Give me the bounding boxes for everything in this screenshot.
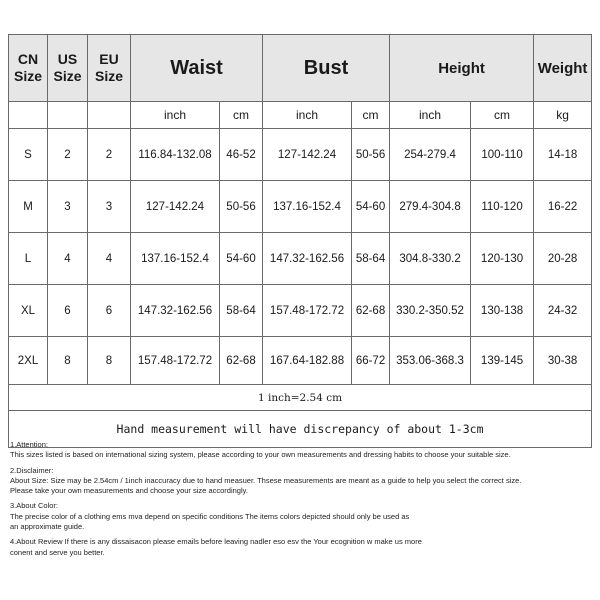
table-cell: 4 <box>88 233 131 285</box>
conversion-row <box>9 385 592 411</box>
table-row <box>9 181 592 233</box>
header-us-label: US <box>57 51 78 67</box>
table-cell: 100-110 <box>471 129 534 181</box>
header-weight: Weight <box>534 35 592 102</box>
note-review <box>10 537 595 558</box>
header-us-size <box>48 35 88 102</box>
table-cell: S <box>9 129 48 181</box>
table-cell: 6 <box>88 285 131 337</box>
table-cell: L <box>9 233 48 285</box>
table-cell: 66-72 <box>352 337 390 385</box>
table-cell: 330.2-350.52 <box>390 285 471 337</box>
note-color <box>10 501 595 532</box>
size-chart <box>8 34 591 448</box>
unit-blank <box>9 102 48 129</box>
table-cell: 20-28 <box>534 233 592 285</box>
table-cell: 127-142.24 <box>131 181 220 233</box>
table-cell: 147.32-162.56 <box>263 233 352 285</box>
table-cell: 30-38 <box>534 337 592 385</box>
note-heading: 1.Attention: <box>10 440 48 449</box>
note-line: Please take your own measurements and choose your size accordingly. <box>10 486 248 496</box>
table-cell: 54-60 <box>220 233 263 285</box>
table-cell: 16-22 <box>534 181 592 233</box>
table-cell: 3 <box>48 181 88 233</box>
size-table <box>8 34 592 448</box>
header-eu-size-label: Size <box>94 68 123 84</box>
table-cell: 62-68 <box>220 337 263 385</box>
table-cell: 2 <box>88 129 131 181</box>
header-cn-size-label: Size <box>13 68 42 84</box>
table-row <box>9 129 592 181</box>
unit-cell: cm <box>220 102 263 129</box>
table-cell: 50-56 <box>220 181 263 233</box>
table-cell: 2XL <box>9 337 48 385</box>
note-line: This sizes listed is based on international sizing system, please according to your own measurements and dressing habits to choose your suitable size. <box>10 450 511 460</box>
table-cell: 147.32-162.56 <box>131 285 220 337</box>
table-cell: 6 <box>48 285 88 337</box>
table-cell: 304.8-330.2 <box>390 233 471 285</box>
table-cell: 157.48-172.72 <box>131 337 220 385</box>
header-us-size-label: Size <box>53 68 82 84</box>
table-cell: 157.48-172.72 <box>263 285 352 337</box>
note-line: an approximate guide. <box>10 522 85 532</box>
note-heading: 3.About Color: <box>10 501 58 511</box>
table-cell: 120-130 <box>471 233 534 285</box>
table-cell: 127-142.24 <box>263 129 352 181</box>
table-cell: 3 <box>88 181 131 233</box>
table-cell: 130-138 <box>471 285 534 337</box>
table-cell: 279.4-304.8 <box>390 181 471 233</box>
unit-blank <box>48 102 88 129</box>
table-cell: 46-52 <box>220 129 263 181</box>
header-row <box>9 35 592 102</box>
table-cell: 254-279.4 <box>390 129 471 181</box>
table-cell: 8 <box>48 337 88 385</box>
unit-cell: inch <box>263 102 352 129</box>
discrepancy-note: Hand measurement will have discrepancy of about 1-3cm <box>9 411 592 448</box>
table-cell: 58-64 <box>352 233 390 285</box>
notes-section <box>10 440 595 563</box>
header-height: Height <box>390 35 534 102</box>
header-bust: Bust <box>263 35 390 102</box>
table-row <box>9 233 592 285</box>
unit-blank <box>88 102 131 129</box>
header-cn-label: CN <box>17 51 39 67</box>
note-disclaimer <box>10 466 595 497</box>
unit-cell: inch <box>390 102 471 129</box>
table-cell: 2 <box>48 129 88 181</box>
table-cell: 139-145 <box>471 337 534 385</box>
header-waist: Waist <box>131 35 263 102</box>
table-cell: 8 <box>88 337 131 385</box>
table-cell: M <box>9 181 48 233</box>
table-row <box>9 337 592 385</box>
table-cell: 4 <box>48 233 88 285</box>
header-eu-size <box>88 35 131 102</box>
header-eu-label: EU <box>99 51 119 67</box>
table-cell: 167.64-182.88 <box>263 337 352 385</box>
conversion-note: 1 inch=2.54 cm <box>9 385 592 411</box>
note-attention <box>10 440 595 461</box>
note-heading: 2.Disclaimer: <box>10 465 54 475</box>
table-cell: 116.84-132.08 <box>131 129 220 181</box>
note-line: About Size: Size may be 2.54cm / 1inch inaccuracy due to hand measuer. Thsese measurements are meant as a guide to help you select the correct size. <box>10 475 522 485</box>
table-cell: 353.06-368.3 <box>390 337 471 385</box>
header-cn-size <box>9 35 48 102</box>
table-cell: 50-56 <box>352 129 390 181</box>
table-cell: 54-60 <box>352 181 390 233</box>
table-cell: 137.16-152.4 <box>131 233 220 285</box>
table-cell: XL <box>9 285 48 337</box>
note-heading: 4.About Review If there is any dissaisacon please emails before leaving nadler eso esv the Your ecognition w make us more <box>10 537 422 547</box>
unit-cell: cm <box>352 102 390 129</box>
table-cell: 137.16-152.4 <box>263 181 352 233</box>
table-cell: 14-18 <box>534 129 592 181</box>
unit-row <box>9 102 592 129</box>
note-line: The precise color of a clothing ems mva depend on specific conditions The items colors depicted should only be used as <box>10 511 410 521</box>
table-cell: 58-64 <box>220 285 263 337</box>
table-cell: 24-32 <box>534 285 592 337</box>
unit-cell: inch <box>131 102 220 129</box>
table-cell: 62-68 <box>352 285 390 337</box>
table-row <box>9 285 592 337</box>
unit-cell: cm <box>471 102 534 129</box>
unit-cell: kg <box>534 102 592 129</box>
note-line: conent and serve you better. <box>10 547 105 557</box>
table-cell: 110-120 <box>471 181 534 233</box>
